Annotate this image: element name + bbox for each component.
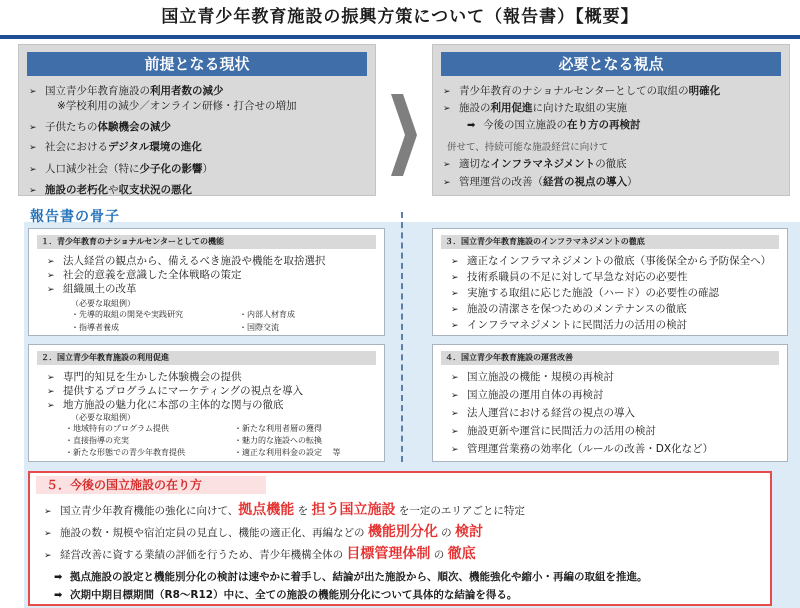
- sub-item: ・国際交流: [239, 323, 279, 332]
- arrowhead-icon: ➢: [451, 305, 459, 315]
- arrowhead-icon: ➢: [451, 273, 459, 283]
- arrowhead-icon: ➢: [29, 87, 37, 97]
- list-item: ➢ 提供するプログラムにマーケティングの視点を導入: [47, 385, 304, 397]
- list-item: ➢ インフラマネジメントに民間活力の活用の検討: [451, 319, 688, 331]
- premise-panel: [18, 44, 376, 196]
- arrowhead-icon: ➢: [47, 387, 55, 397]
- card-heading: ２．国立青少年教育施設の利用促進: [37, 351, 376, 365]
- list-item: ➢ 地方施設の魅力化に本部の主体的な関与の徹底: [47, 399, 284, 411]
- title-rule: [0, 35, 800, 39]
- arrowhead-icon: ➢: [44, 529, 52, 539]
- card-operations: [432, 344, 788, 462]
- list-item: ➢ 国立施設の運用自体の再検討: [451, 389, 604, 401]
- direction-row: ➢ 国立青少年教育機能の強化に向けて、拠点機能 を 担う国立施設 を一定のエリアごとに特定: [44, 502, 525, 518]
- skeleton-label: 報告書の骨子: [30, 209, 120, 225]
- sub-label: （必要な取組例）: [71, 413, 135, 422]
- sub-item: ・指導者養成: [71, 323, 119, 332]
- list-item: ➢ 社会におけるデジタル環境の進化: [29, 141, 202, 153]
- arrowhead-icon: ➢: [451, 257, 459, 267]
- arrowhead-icon: ➢: [451, 321, 459, 331]
- arrowhead-icon: ➢: [44, 551, 52, 561]
- list-item: ➡ 今後の国立施設の在り方の再検討: [467, 119, 641, 131]
- card-national-center: [28, 228, 385, 336]
- arrow-right-icon: ➡: [54, 572, 63, 583]
- arrowhead-icon: ➢: [451, 445, 459, 455]
- sub-item: ・地域特有のプログラム提供: [65, 424, 169, 433]
- arrowhead-icon: ➢: [29, 165, 37, 175]
- arrowhead-icon: ➢: [451, 289, 459, 299]
- list-item-note: 併せて、持続可能な施設経営に向けて: [447, 142, 609, 153]
- list-item: ➢ 施設の清潔さを保つためのメンテナンスの徹底: [451, 303, 687, 315]
- viewpoint-panel: [432, 44, 790, 196]
- arrowhead-icon: ➢: [47, 401, 55, 411]
- arrow-right-icon: ➡: [467, 120, 476, 131]
- list-item: ➢ 実施する取組に応じた施設（ハード）の必要性の確認: [451, 287, 719, 299]
- page-title: 国立青少年教育施設の振興方策について（報告書）【概要】: [161, 7, 639, 27]
- arrowhead-icon: ➢: [47, 271, 55, 281]
- chevron-right-icon: [391, 94, 417, 176]
- arrowhead-icon: ➢: [443, 178, 451, 188]
- list-item: ➢ 青少年教育のナショナルセンターとしての取組の明確化: [443, 85, 721, 97]
- viewpoint-heading: 必要となる視点: [441, 52, 781, 76]
- list-item: ➢ 施設更新や運営に民間活力の活用の検討: [451, 425, 656, 437]
- sub-item: ・直接指導の充実: [65, 436, 129, 445]
- arrowhead-icon: ➢: [29, 143, 37, 153]
- conclusion-row: ➡ 拠点施設の設定と機能別分化の検討は速やかに着手し、結論が出た施設から、順次、機能強化や縮小・再編の取組を推進。: [54, 571, 648, 583]
- list-item: ➢ 組織風土の改革: [47, 283, 137, 295]
- card-heading: ３．国立青少年教育施設のインフラマネジメントの徹底: [441, 235, 779, 249]
- sub-item: ・先導的取組の開発や実践研究: [71, 310, 183, 319]
- arrowhead-icon: ➢: [47, 257, 55, 267]
- list-item: ➢ 適正なインフラマネジメントの徹底（事後保全から予防保全へ）: [451, 255, 772, 267]
- dashed-divider: [401, 212, 403, 462]
- arrowhead-icon: ➢: [451, 391, 459, 401]
- sub-item: ・魅力的な施設への転換: [234, 436, 322, 445]
- premise-heading: 前提となる現状: [27, 52, 367, 76]
- arrowhead-icon: ➢: [451, 427, 459, 437]
- card-infra-management: [432, 228, 788, 336]
- arrowhead-icon: ➢: [451, 373, 459, 383]
- list-item: ➢ 国立施設の機能・規模の再検討: [451, 371, 614, 383]
- list-item: ➢ 専門的知見を生かした体験機会の提供: [47, 371, 242, 383]
- list-item: ➢ 法人経営の観点から、備えるべき施設や機能を取捨選択: [47, 255, 326, 267]
- arrowhead-icon: ➢: [443, 104, 451, 114]
- card-heading: ４．国立青少年教育施設の運営改善: [441, 351, 779, 365]
- list-item: ➢ 人口減少社会（特に少子化の影響）: [29, 163, 213, 175]
- future-direction-heading: ５．今後の国立施設の在り方: [36, 476, 266, 494]
- arrowhead-icon: ➢: [443, 87, 451, 97]
- list-item: ➢ 社会的意義を意識した全体戦略の策定: [47, 269, 242, 281]
- card-heading: １．青少年教育のナショナルセンターとしての機能: [37, 235, 376, 249]
- list-item: ➢ 管理運営業務の効率化（ルールの改善・DX化など）: [451, 443, 714, 455]
- list-item-note: ※学校利用の減少／オンライン研修・打合せの増加: [57, 100, 297, 112]
- list-item: ➢ 子供たちの体験機会の減少: [29, 121, 171, 133]
- future-direction-panel: [28, 471, 772, 606]
- list-item: ➢ 施設の老朽化や収支状況の悪化: [29, 184, 192, 196]
- arrow-right-icon: ➡: [54, 590, 63, 601]
- sub-item: ・新たな形態での青少年教育提供: [65, 448, 185, 457]
- sub-item: ・新たな利用者層の獲得: [234, 424, 322, 433]
- list-item: ➢ 管理運営の改善（経営の視点の導入）: [443, 176, 638, 188]
- arrowhead-icon: ➢: [451, 409, 459, 419]
- arrowhead-icon: ➢: [44, 507, 52, 517]
- arrowhead-icon: ➢: [29, 186, 37, 196]
- arrowhead-icon: ➢: [47, 373, 55, 383]
- list-item: ➢ 技術系職員の不足に対して早急な対応の必要性: [451, 271, 688, 283]
- sub-label: （必要な取組例）: [71, 299, 135, 308]
- list-item: ➢ 適切なインフラマネジメントの徹底: [443, 158, 627, 170]
- list-item: ➢ 国立青少年教育施設の利用者数の減少: [29, 85, 224, 97]
- list-item: ➢ 施設の利用促進に向けた取組の実施: [443, 102, 627, 114]
- card-usage-promotion: [28, 344, 385, 462]
- arrowhead-icon: ➢: [47, 285, 55, 295]
- direction-row: ➢ 施設の数・規模や宿泊定員の見直し、機能の適正化、再編などの 機能別分化 の 検討: [44, 524, 484, 540]
- conclusion-row: ➡ 次期中期目標期間（R8～R12）中に、全ての施設の機能別分化について具体的な結論を得る。: [54, 589, 518, 601]
- arrowhead-icon: ➢: [443, 160, 451, 170]
- direction-row: ➢ 経営改善に資する業績の評価を行うため、青少年機構全体の 目標管理体制 の 徹底: [44, 546, 476, 562]
- sub-item: ・内部人材育成: [239, 310, 295, 319]
- sub-item: ・適正な利用料金の設定 等: [234, 448, 341, 457]
- arrowhead-icon: ➢: [29, 123, 37, 133]
- list-item: ➢ 法人運営における経営の視点の導入: [451, 407, 635, 419]
